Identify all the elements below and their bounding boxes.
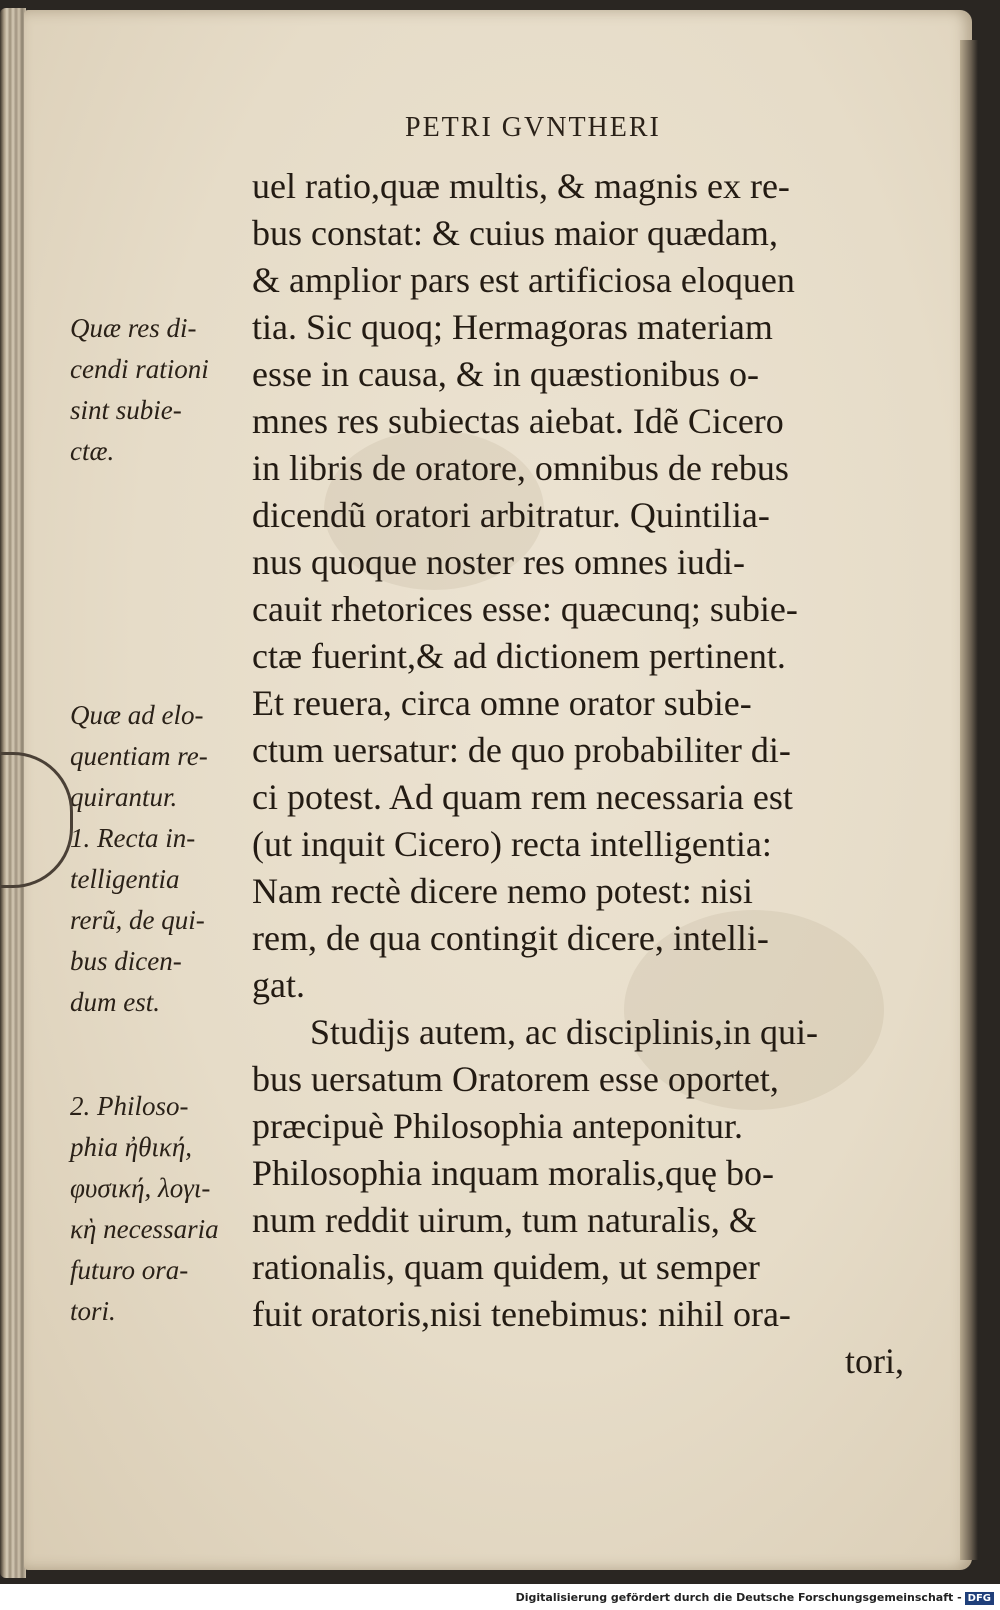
body-line: in libris de oratore, omnibus de rebus	[252, 448, 789, 488]
margin-note-line: rerũ, de qui-	[70, 905, 205, 935]
body-line: præcipuè Philosophia anteponitur.	[252, 1106, 743, 1146]
margin-note-line: quentiam re-	[70, 741, 208, 771]
body-line: num reddit uirum, tum naturalis, &	[252, 1200, 757, 1240]
body-text	[252, 163, 912, 1385]
margin-note-line: telligentia	[70, 864, 180, 894]
margin-note-line: tori.	[70, 1296, 116, 1326]
body-line: bus constat: & cuius maior quædam,	[252, 213, 778, 253]
body-line: Studijs autem, ac disciplinis,in qui-	[310, 1012, 818, 1052]
body-line: mnes res subiectas aiebat. Idẽ Cicero	[252, 401, 784, 441]
body-line: bus uersatum Oratorem esse oportet,	[252, 1059, 779, 1099]
margin-note-line: φυσική, λογι-	[70, 1173, 211, 1203]
margin-note-line: 1. Recta in-	[70, 823, 196, 853]
margin-note	[70, 1086, 250, 1332]
margin-note	[70, 308, 250, 472]
margin-note-line: futuro ora-	[70, 1255, 189, 1285]
body-line: Philosophia inquam moralis,quę bo-	[252, 1153, 774, 1193]
margin-note	[70, 695, 250, 1023]
body-line: (ut inquit Cicero) recta intelligentia:	[252, 824, 772, 864]
margin-note-line: Quæ ad elo-	[70, 700, 204, 730]
body-line: ci potest. Ad quam rem necessaria est	[252, 777, 793, 817]
page-gutter-shadow	[960, 40, 978, 1560]
margin-note-line: phia ἠθική,	[70, 1132, 193, 1162]
body-line: tia. Sic quoq; Hermagoras materiam	[252, 307, 773, 347]
footer-text: Digitalisierung gefördert durch die Deutsche Forschungsgemeinschaft -	[515, 1591, 962, 1604]
margin-note-line: quirantur.	[70, 782, 178, 812]
body-line: nus quoque noster res omnes iudi-	[252, 542, 745, 582]
margin-note-line: ctæ.	[70, 436, 115, 466]
body-line: cauit rhetorices esse: quæcunq; subie-	[252, 589, 798, 629]
body-line: gat.	[252, 965, 305, 1005]
body-line: rationalis, quam quidem, ut semper	[252, 1247, 760, 1287]
running-head: PETRI GVNTHERI	[405, 112, 661, 143]
margin-note-line: bus dicen-	[70, 946, 182, 976]
margin-note-line: sint subie-	[70, 395, 182, 425]
margin-note-line: dum est.	[70, 987, 160, 1017]
body-line: uel ratio,quæ multis, & magnis ex re-	[252, 166, 790, 206]
margin-note-line: κὴ necessaria	[70, 1214, 219, 1244]
margin-note-line: cendi rationi	[70, 354, 209, 384]
digitization-footer	[0, 1586, 994, 1610]
body-line: Nam rectè dicere nemo potest: nisi	[252, 871, 753, 911]
body-line: & amplior pars est artificiosa eloquen	[252, 260, 795, 300]
dfg-logo: DFG	[965, 1592, 994, 1605]
body-line: Et reuera, circa omne orator subie-	[252, 683, 752, 723]
body-line: esse in causa, & in quæstionibus o-	[252, 354, 759, 394]
margin-note-line: 2. Philoso-	[70, 1091, 189, 1121]
body-line: fuit oratoris,nisi tenebimus: nihil ora-	[252, 1294, 791, 1334]
body-line: tori,	[845, 1341, 904, 1381]
body-line: rem, de qua contingit dicere, intelli-	[252, 918, 769, 958]
body-line: ctæ fuerint,& ad dictionem pertinent.	[252, 636, 786, 676]
margin-note-line: Quæ res di-	[70, 313, 197, 343]
body-line: dicendũ oratori arbitratur. Quintilia-	[252, 495, 770, 535]
body-line: ctum uersatur: de quo probabiliter di-	[252, 730, 791, 770]
